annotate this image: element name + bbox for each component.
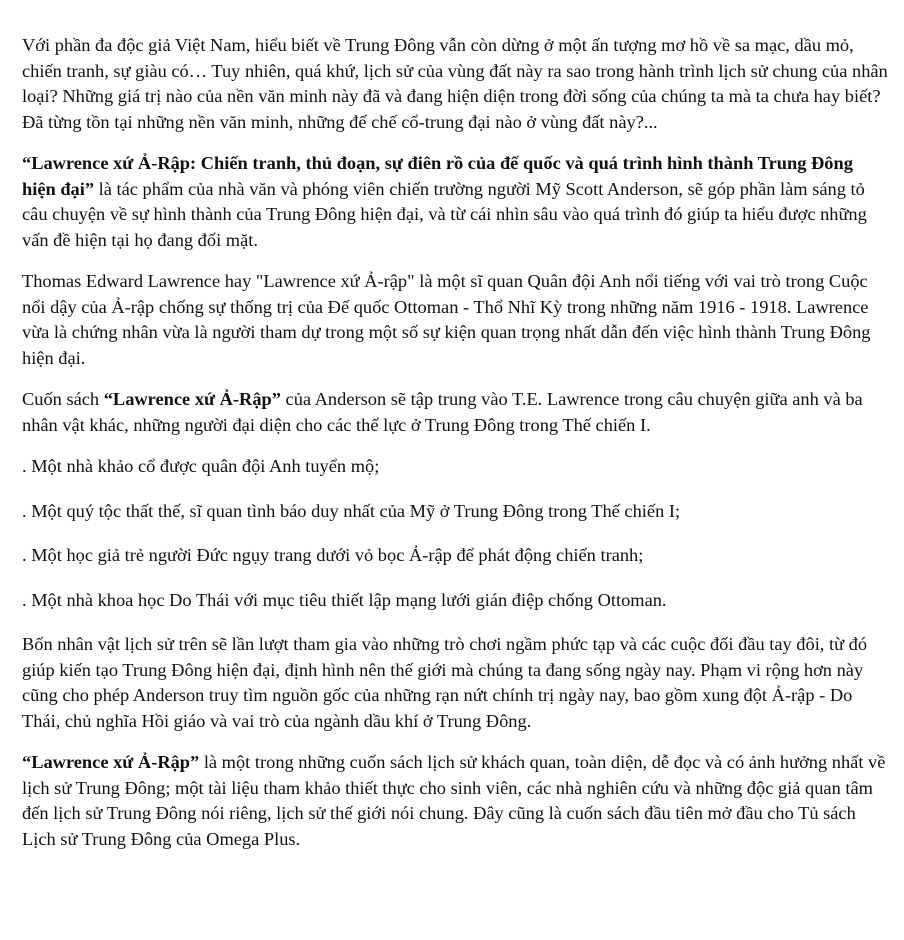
book-short-title: “Lawrence xứ Ả-Rập” [103,389,281,409]
book-focus-paragraph [22,387,890,438]
conclusion-paragraph [22,750,890,852]
book-title-paragraph-text: là tác phẩm của nhà văn và phóng viên chiến trường người Mỹ Scott Anderson, sẽ góp phần làm sáng tỏ câu chuyện về sự hình thành của Trung Đông hiện đại, và từ cái nhìn sâu vào quá trình đó giúp ta hiểu được những vấn đề hiện tại họ đang đối mặt. [22,178,867,250]
book-focus-text: của Anderson sẽ tập trung vào T.E. Lawrence trong câu chuyện giữa anh và ba nhân vật khác, những người đại diện cho các thế lực ở Trung Đông trong Thế chiến I. [22,389,863,435]
book-short-title-conclusion: “Lawrence xứ Ả-Rập” [22,752,200,772]
characters-paragraph: Bốn nhân vật lịch sử trên sẽ lần lượt tham gia vào những trò chơi ngầm phức tạp và các cuộc đối đầu tay đôi, từ đó giúp kiến tạo Trung Đông hiện đại, định hình nên thế giới mà chúng ta đang sống ngày nay. Phạm vi rộng hơn này cũng cho phép Anderson truy tìm nguồn gốc của những rạn nứt chính trị ngày nay, bao gồm xung đột Ả-rập - Do Thái, chủ nghĩa Hồi giáo và vai trò của ngành dầu khí ở Trung Đông. [22,634,868,731]
list-item-aristocrat: . Một quý tộc thất thế, sĩ quan tình báo duy nhất của Mỹ ở Trung Đông trong Thế chiến I; [22,500,681,521]
book-focus-lead: Cuốn sách [22,389,104,409]
book-full-title: “Lawrence xứ Ả-Rập: Chiến tranh, thủ đoạn, sự điên rồ của đế quốc và quá trình hình thành Trung Đông hiện đại” [22,153,853,199]
intro-paragraph: Với phần đa độc giả Việt Nam, hiểu biết về Trung Đông vẫn còn dừng ở một ấn tượng mơ hồ về sa mạc, dầu mỏ, chiến tranh, sự giàu có… Tuy nhiên, quá khứ, lịch sử của vùng đất này ra sao trong hành trình lịch sử chung của nhân loại? Những giá trị nào của nền văn minh này đã và đang hiện diện trong đời sống của chúng ta mà ta chưa hay biết? Đã từng tồn tại những nền văn minh, những đế chế cổ-trung đại nào ở vùng đất này?... [22,35,888,132]
list-item-jewish-scientist: . Một nhà khoa học Do Thái với mục tiêu thiết lập mạng lưới gián điệp chống Ottoman. [22,589,667,610]
list-item-german-scholar: . Một học giả trẻ người Đức ngụy trang dưới vỏ bọc Ả-rập để phát động chiến tranh; [22,545,644,565]
list-item-archaeologist: . Một nhà khảo cổ được quân đội Anh tuyển mộ; [22,456,380,476]
conclusion-text: là một trong những cuốn sách lịch sử khách quan, toàn diện, dễ đọc và có ảnh hưởng nhất về lịch sử Trung Đông; một tài liệu tham khảo thiết thực cho sinh viên, các nhà nghiên cứu và những độc giả quan tâm đến lịch sử Trung Đông nói riêng, lịch sử thế giới nói chung. Đây cũng là cuốn sách đầu tiên mở đầu cho Tủ sách Lịch sử Trung Đông của Omega Plus. [22,752,886,849]
book-title-paragraph [22,151,890,253]
lawrence-bio-paragraph: Thomas Edward Lawrence hay "Lawrence xứ Ả-rập" là một sĩ quan Quân đội Anh nổi tiếng với vai trò trong Cuộc nổi dậy của Ả-rập chống sự thống trị của Đế quốc Ottoman - Thổ Nhĩ Kỳ trong những năm 1916 - 1918. Lawrence vừa là chứng nhân vừa là người tham dự trong một số sự kiện quan trọng nhất dẫn đến việc hình thành Trung Đông hiện đại. [22,271,871,368]
